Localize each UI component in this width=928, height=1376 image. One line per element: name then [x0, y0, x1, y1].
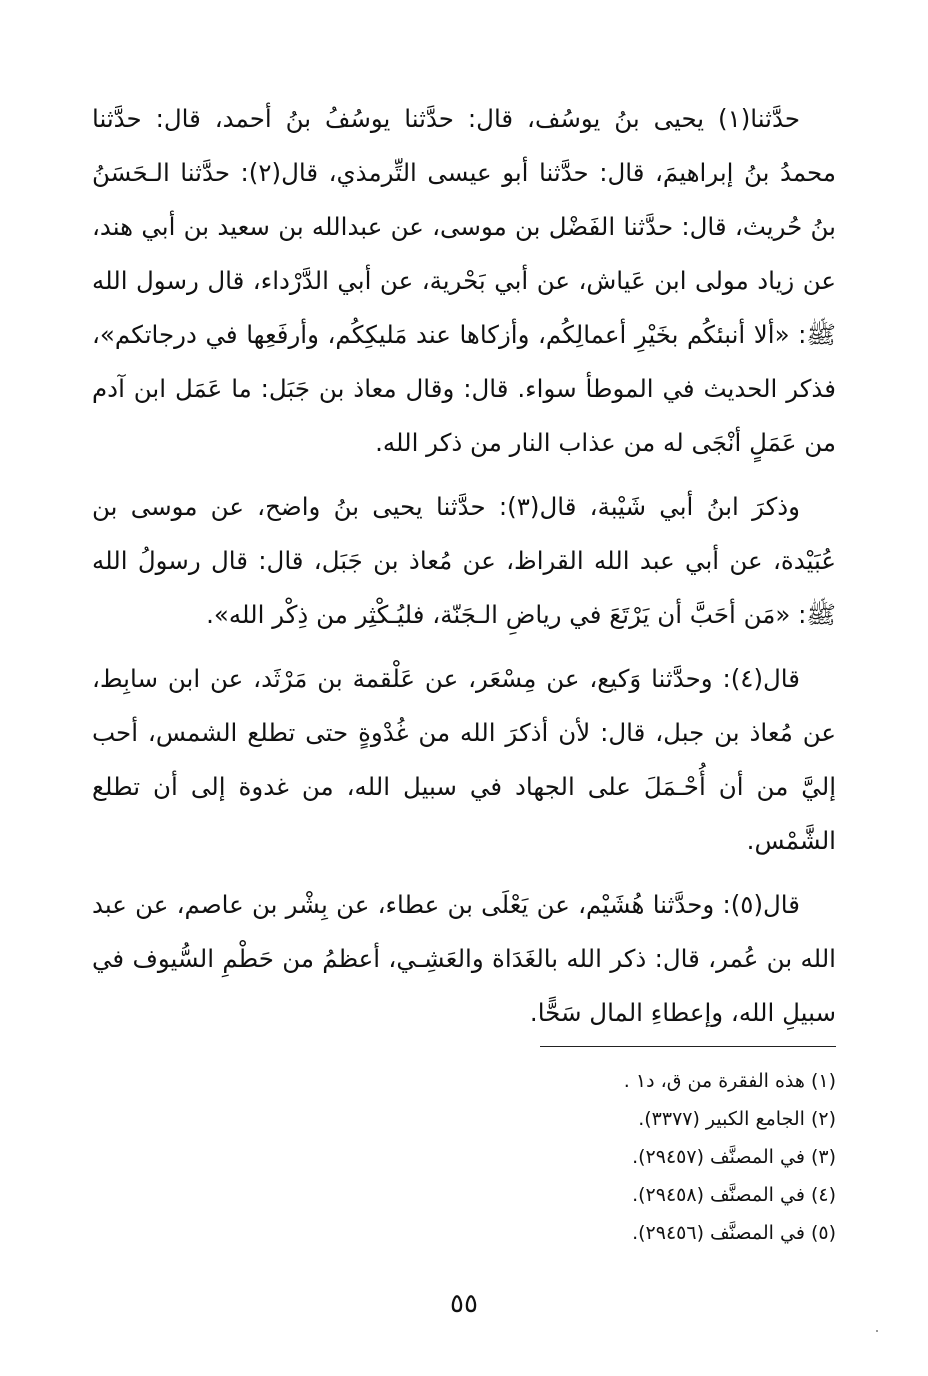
paragraph-3: قال(٤): وحدَّثنا وَكيع، عن مِسْعَر، عن عَلْقمة بن مَرْثَد، عن ابن سابِط، عن مُعاذ بن جبل، قال: لأن أذكرَ الله من غُدْوةٍ حتى تطلع الشمس، أحب إليَّ من أن أُحْـمَلَ على الجهاد في سبيل الله، من غدوة إلى أن تطلع الشَّمْس.: [92, 664, 836, 855]
footnote-5: (٥) في المصنَّف (٢٩٤٥٦).: [632, 1222, 836, 1244]
footnote-1: (١) هذه الفقرة من ق، د١ .: [623, 1070, 836, 1092]
footnote-divider: [540, 1046, 836, 1047]
footnote-3: (٣) في المصنَّف (٢٩٤٥٧).: [632, 1146, 836, 1168]
scan-speck: [876, 1330, 878, 1332]
main-text: [92, 92, 836, 1040]
footnote-4: (٤) في المصنَّف (٢٩٤٥٨).: [632, 1184, 836, 1206]
footnotes: [236, 1062, 836, 1252]
paragraph-4: قال(٥): وحدَّثنا هُشَيْم، عن يَعْلَى بن عطاء، عن بِشْر بن عاصم، عن عبد الله بن عُمر، قال: ذكر الله بالغَدَاة والعَشِـي، أعظمُ من حَطْمِ السُّيوف في سبيلِ الله، وإعطاءِ المال سَحًّا.: [92, 890, 836, 1027]
paragraph-1: حدَّثنا(١) يحيى بنُ يوسُف، قال: حدَّثنا يوسُفُ بنُ أحمد، قال: حدَّثنا محمدُ بنُ إبراهيمَ، قال: حدَّثنا أبو عيسى التِّرمذي، قال(٢): حدَّثنا الـحَسَنُ بنُ حُريث، قال: حدَّثنا الفَضْل بن موسى، عن عبدالله بن سعيد بن أبي هند، عن زياد مولى ابن عَياش، عن أبي بَحْرية، عن أبي الدَّرْداء، قال رسول الله ﷺ: «ألا أنبئكُم بخَيْرِ أعمالِكُم، وأزكاها عند مَليكِكُم، وأرفَعِها في درجاتكم»، فذكر الحديث في الموطأ سواء. قال: وقال معاذ بن جَبَل: ما عَمَل ابن آدم من عَمَلٍ أنْجَى له من عذاب النار من ذكر الله.: [92, 104, 836, 457]
page-number: ٥٥: [450, 1289, 478, 1319]
footnote-2: (٢) الجامع الكبير (٣٣٧٧).: [638, 1108, 836, 1130]
paragraph-2: وذكرَ ابنُ أبي شَيْبة، قال(٣): حدَّثنا يحيى بنُ واضح، عن موسى بن عُبَيْدة، عن أبي عبد الله القراظ، عن مُعاذ بن جَبَل، قال: قال رسولُ الله ﷺ: «مَن أحَبَّ أن يَرْتَعَ في رياضِ الـجَنّة، فليُـكْثِر من ذِكْر الله».: [92, 492, 836, 629]
